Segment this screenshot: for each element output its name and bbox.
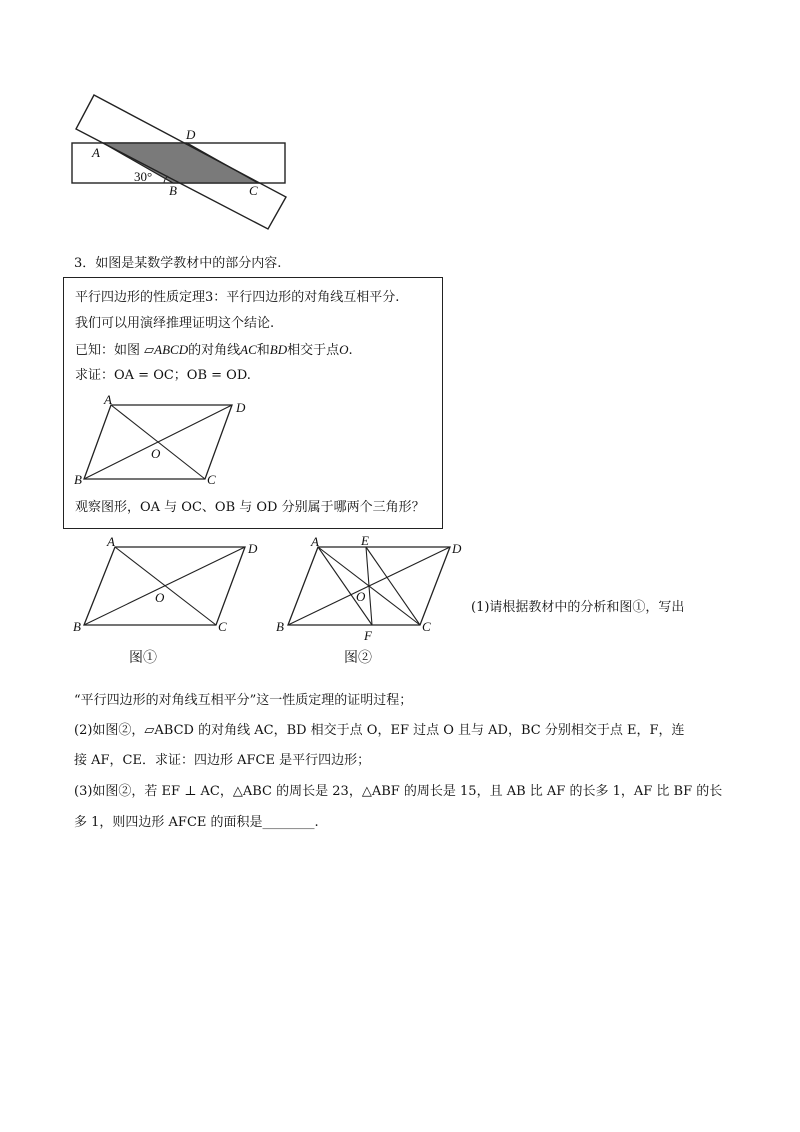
- box-line-2: 我们可以用演绎推理证明这个结论.: [75, 316, 275, 331]
- fig2-label-D: D: [452, 541, 462, 556]
- fig1-caption: 图①: [129, 650, 157, 666]
- fig2-label-C: C: [422, 619, 431, 634]
- question-2-line-1: (2)如图②，▱ABCD 的对角线 AC，BD 相交于点 O，EF 过点 O 且与 AD，BC 分别相交于点 E，F，连: [74, 723, 685, 738]
- question-1-side: (1)请根据教材中的分析和图①，写出: [471, 600, 685, 615]
- box-label-O: O: [151, 446, 161, 461]
- box-label-D: D: [236, 400, 246, 415]
- box-line-3-ac: AC: [240, 342, 257, 357]
- question-3-line-2: 多 1，则四边形 AFCE 的面积是________.: [74, 815, 319, 830]
- fig2-label-E: E: [361, 533, 369, 548]
- box-line-3-end: 相交于点: [287, 343, 340, 358]
- fig2-caption: 图②: [344, 650, 372, 666]
- box-line-3-mid: 的对角线: [188, 343, 241, 358]
- box-line-5: 观察图形，OA 与 OC、OB 与 OD 分别属于哪两个三角形？: [75, 500, 425, 515]
- box-label-A: A: [104, 392, 112, 407]
- fig1-label-C: C: [218, 619, 227, 634]
- label-B: B: [169, 183, 177, 198]
- fig2-segment-ce: [366, 547, 420, 625]
- question-1-continued: “平行四边形的对角线互相平分”这一性质定理的证明过程；: [74, 693, 413, 708]
- box-line-3-dot: .: [348, 343, 353, 358]
- angle-label: 30°: [134, 169, 153, 184]
- fig1-label-D: D: [248, 541, 258, 556]
- box-line-3-bd: BD: [269, 342, 288, 357]
- fig2-label-B: B: [276, 619, 284, 634]
- label-A: A: [92, 145, 100, 160]
- box-line-3-o: O: [339, 342, 349, 357]
- box-label-B: B: [74, 472, 82, 487]
- box-line-3-pre: 已知：如图: [75, 343, 141, 358]
- box-line-3-abcd: ▱ABCD: [144, 342, 189, 357]
- fig1-label-O: O: [155, 590, 165, 605]
- box-line-1: 平行四边形的性质定理3：平行四边形的对角线互相平分.: [75, 290, 400, 305]
- box-line-4: 求证：OA = OC；OB = OD.: [75, 368, 251, 383]
- fig1-label-B: B: [73, 619, 81, 634]
- box-label-C: C: [207, 472, 216, 487]
- problem-intro: 3．如图是某数学教材中的部分内容.: [74, 256, 282, 271]
- fig2-label-O: O: [356, 589, 366, 604]
- label-D: D: [186, 127, 196, 142]
- fig2-segment-af: [318, 547, 372, 625]
- figure-2: [276, 533, 462, 666]
- fig1-label-A: A: [107, 534, 115, 549]
- label-C: C: [249, 183, 258, 198]
- figure-1: [73, 534, 258, 666]
- question-2-line-2: 接 AF，CE．求证：四边形 AFCE 是平行四边形；: [74, 753, 371, 768]
- fig2-label-F: F: [364, 628, 372, 643]
- box-line-3-and: 和: [256, 343, 270, 358]
- fig2-label-A: A: [311, 534, 319, 549]
- fig2-segment-ef: [366, 547, 372, 625]
- question-3-line-1: (3)如图②，若 EF ⊥ AC，△ABC 的周长是 23，△ABF 的周长是 15，且 AB 比 AF 的长多 1，AF 比 BF 的长: [74, 784, 723, 799]
